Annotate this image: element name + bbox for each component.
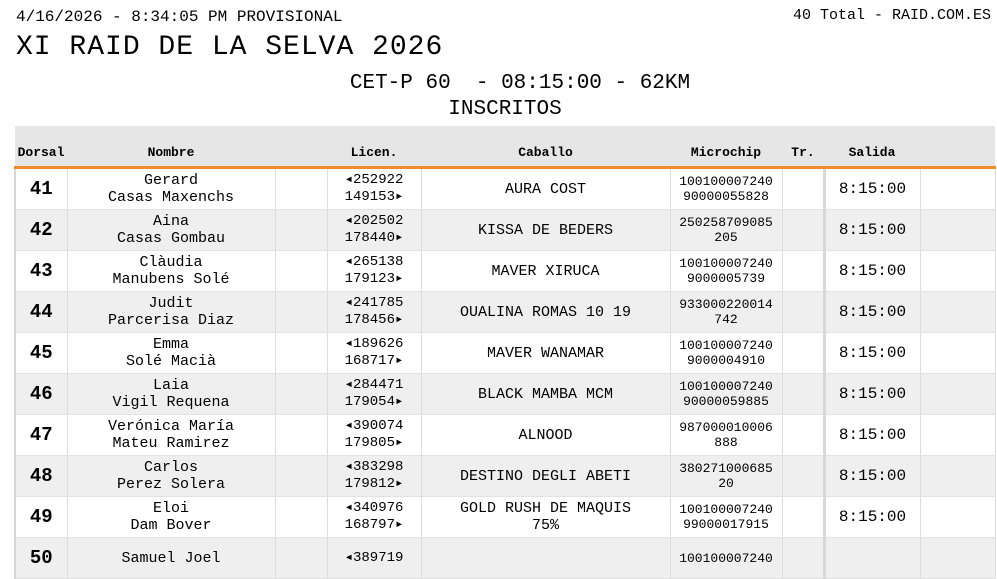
tr-cell	[782, 333, 824, 374]
dorsal-cell	[15, 292, 67, 333]
start-time-line: 8:15:00	[838, 179, 907, 198]
table-body	[15, 168, 995, 579]
start-time-line: 8:15:00	[838, 302, 907, 321]
rider-name-line: Emma	[152, 336, 189, 353]
rider-name-cell	[67, 538, 275, 579]
spacer-cell	[275, 210, 327, 251]
extra-cell	[920, 497, 995, 538]
spacer-cell	[275, 415, 327, 456]
license-line: ◂252922	[344, 172, 404, 188]
microchip-cell	[670, 333, 782, 374]
microchip-cell	[670, 538, 782, 579]
dorsal-cell	[15, 251, 67, 292]
rider-name-line: Casas Maxenchs	[107, 189, 235, 206]
license-line: 179812▸	[344, 476, 404, 492]
license-cell	[327, 210, 421, 251]
start-time-line: 8:15:00	[838, 220, 907, 239]
start-time-cell	[824, 374, 920, 415]
tr-cell	[782, 168, 824, 210]
spacer-cell	[275, 538, 327, 579]
tr-cell	[782, 497, 824, 538]
rider-name-cell	[67, 251, 275, 292]
tr-cell	[782, 210, 824, 251]
microchip-cell	[670, 210, 782, 251]
dorsal-line: 45	[29, 341, 53, 364]
tr-cell	[782, 292, 824, 333]
horse-cell	[421, 292, 670, 333]
column-header-salida: Salida	[824, 126, 920, 168]
license-cell	[327, 251, 421, 292]
dorsal-line: 49	[29, 505, 53, 528]
rider-name-line: Solé Macià	[125, 353, 216, 370]
start-time-cell	[824, 333, 920, 374]
microchip-line: 100100007240	[679, 174, 773, 189]
horse-line: DESTINO DEGLI ABETI	[459, 467, 632, 485]
report-timestamp: 4/16/2026 - 8:34:05 PM PROVISIONAL	[16, 8, 343, 26]
dorsal-cell	[15, 538, 67, 579]
table-row	[15, 168, 995, 210]
license-line: ◂383298	[344, 459, 404, 475]
extra-cell	[920, 456, 995, 497]
spacer-cell	[275, 168, 327, 210]
rider-name-line: Gerard	[143, 172, 198, 189]
rider-name-line: Perez Solera	[116, 476, 226, 493]
license-line: ◂390074	[344, 418, 404, 434]
start-time-line: 8:15:00	[838, 466, 907, 485]
horse-line: GOLD RUSH DE MAQUIS 75%	[459, 500, 632, 534]
microchip-cell	[670, 292, 782, 333]
horse-cell	[421, 210, 670, 251]
license-cell	[327, 168, 421, 210]
horse-cell	[421, 374, 670, 415]
license-line: 178456▸	[344, 312, 404, 328]
license-line: 179054▸	[344, 394, 404, 410]
horse-line: MAVER WANAMAR	[486, 344, 605, 362]
start-time-cell	[824, 292, 920, 333]
extra-cell	[920, 251, 995, 292]
license-cell	[327, 292, 421, 333]
entries-table	[14, 126, 996, 579]
license-line: ◂265138	[344, 254, 404, 270]
table-row	[15, 292, 995, 333]
table-row	[15, 374, 995, 415]
horse-cell	[421, 538, 670, 579]
rider-name-line: Carlos	[143, 459, 198, 476]
microchip-line: 90000055828	[683, 189, 769, 204]
horse-line: AURA COST	[504, 180, 586, 198]
horse-line: ALNOOD	[518, 426, 573, 444]
total-count: 40 Total - RAID.COM.ES	[792, 7, 991, 24]
microchip-line: 99000017915	[683, 517, 769, 532]
rider-name-line: Aina	[152, 213, 189, 230]
start-time-line: 8:15:00	[838, 261, 907, 280]
table-row	[15, 210, 995, 251]
microchip-line: 380271000685	[679, 461, 773, 476]
table-row	[15, 538, 995, 579]
dorsal-cell	[15, 497, 67, 538]
rider-name-cell	[67, 168, 275, 210]
spacer-cell	[275, 497, 327, 538]
microchip-cell	[670, 497, 782, 538]
dorsal-cell	[15, 210, 67, 251]
extra-cell	[920, 374, 995, 415]
extra-cell	[920, 333, 995, 374]
tr-cell	[782, 251, 824, 292]
extra-cell	[920, 292, 995, 333]
dorsal-cell	[15, 333, 67, 374]
start-time-cell	[824, 251, 920, 292]
microchip-line: 20	[718, 476, 734, 491]
horse-line: MAVER XIRUCA	[491, 262, 600, 280]
license-line: 179805▸	[344, 435, 404, 451]
microchip-cell	[670, 168, 782, 210]
microchip-line: 9000005739	[686, 271, 765, 286]
horse-line: KISSA DE BEDERS	[477, 221, 614, 239]
license-line: 168717▸	[344, 353, 404, 369]
start-time-line: 8:15:00	[838, 425, 907, 444]
microchip-line: 100100007240	[679, 379, 773, 394]
rider-name-line: Laia	[152, 377, 189, 394]
microchip-line: 9000004910	[686, 353, 765, 368]
horse-cell	[421, 251, 670, 292]
column-header-dorsal: Dorsal	[15, 126, 67, 168]
tr-cell	[782, 374, 824, 415]
dorsal-line: 48	[29, 464, 53, 487]
start-time-line: 8:15:00	[838, 384, 907, 403]
license-line: ◂340976	[344, 500, 404, 516]
license-cell	[327, 538, 421, 579]
table-row	[15, 251, 995, 292]
microchip-line: 100100007240	[679, 338, 773, 353]
horse-line: OUALINA ROMAS 10 19	[459, 303, 632, 321]
start-time-line: 8:15:00	[838, 507, 907, 526]
rider-name-cell	[67, 292, 275, 333]
rider-name-line: Verónica María	[107, 418, 235, 435]
column-header-tr: Tr.	[782, 126, 824, 168]
extra-cell	[920, 210, 995, 251]
microchip-cell	[670, 415, 782, 456]
license-cell	[327, 456, 421, 497]
license-line: 179123▸	[344, 271, 404, 287]
start-time-cell	[824, 538, 920, 579]
rider-name-cell	[67, 456, 275, 497]
microchip-line: 250258709085	[679, 215, 773, 230]
rider-name-cell	[67, 374, 275, 415]
microchip-cell	[670, 374, 782, 415]
rider-name-line: Mateu Ramirez	[112, 435, 230, 452]
rider-name-line: Casas Gombau	[116, 230, 226, 247]
horse-cell	[421, 497, 670, 538]
column-header-caballo: Caballo	[421, 126, 670, 168]
horse-cell	[421, 456, 670, 497]
microchip-line: 888	[714, 435, 738, 450]
start-time-cell	[824, 456, 920, 497]
horse-cell	[421, 168, 670, 210]
license-line: ◂241785	[344, 295, 404, 311]
license-line: ◂284471	[344, 377, 404, 393]
dorsal-line: 43	[29, 259, 53, 282]
rider-name-line: Clàudia	[139, 254, 203, 271]
spacer-cell	[275, 292, 327, 333]
start-time-cell	[824, 415, 920, 456]
start-time-cell	[824, 497, 920, 538]
microchip-cell	[670, 251, 782, 292]
dorsal-cell	[15, 168, 67, 210]
start-time-cell	[824, 210, 920, 251]
license-line: ◂202502	[344, 213, 404, 229]
microchip-line: 100100007240	[679, 502, 773, 517]
microchip-line: 90000059885	[683, 394, 769, 409]
rider-name-line: Samuel Joel	[121, 549, 221, 567]
column-header-licen: Licen.	[327, 126, 421, 168]
tr-cell	[782, 415, 824, 456]
dorsal-line: 50	[29, 546, 53, 569]
license-cell	[327, 374, 421, 415]
table-row	[15, 333, 995, 374]
start-time-line: 8:15:00	[838, 343, 907, 362]
extra-cell	[920, 168, 995, 210]
microchip-cell	[670, 456, 782, 497]
microchip-line: 987000010006	[679, 420, 773, 435]
spacer-cell	[275, 333, 327, 374]
rider-name-line: Judit	[148, 295, 194, 312]
rider-name-line: Dam Bover	[130, 517, 212, 534]
microchip-line: 933000220014	[679, 297, 773, 312]
horse-cell	[421, 415, 670, 456]
microchip-line: 100100007240	[679, 256, 773, 271]
event-title: XI RAID DE LA SELVA 2026	[16, 32, 444, 63]
dorsal-line: 44	[29, 300, 53, 323]
rider-name-line: Manubens Solé	[112, 271, 230, 288]
dorsal-line: 42	[29, 218, 53, 241]
spacer-cell	[275, 251, 327, 292]
rider-name-line: Eloi	[152, 500, 189, 517]
rider-name-cell	[67, 210, 275, 251]
dorsal-cell	[15, 456, 67, 497]
list-subtitle: INSCRITOS	[448, 98, 562, 121]
dorsal-line: 46	[29, 382, 53, 405]
license-line: ◂189626	[344, 336, 404, 352]
dorsal-line: 47	[29, 423, 53, 446]
table-header	[15, 126, 995, 168]
start-time-cell	[824, 168, 920, 210]
rider-name-cell	[67, 415, 275, 456]
license-line: ◂389719	[344, 549, 404, 566]
microchip-line: 205	[714, 230, 738, 245]
tr-cell	[782, 456, 824, 497]
rider-name-cell	[67, 333, 275, 374]
horse-cell	[421, 333, 670, 374]
rider-name-cell	[67, 497, 275, 538]
rider-name-line: Parcerisa Diaz	[107, 312, 235, 329]
tr-cell	[782, 538, 824, 579]
microchip-line: 100100007240	[679, 550, 773, 566]
microchip-line: 742	[714, 312, 738, 327]
license-cell	[327, 497, 421, 538]
column-header-nombre: Nombre	[67, 126, 275, 168]
spacer-cell	[275, 456, 327, 497]
spacer-cell	[275, 374, 327, 415]
rider-name-line: Vigil Requena	[112, 394, 230, 411]
column-header-extra	[920, 126, 995, 168]
dorsal-line: 41	[29, 177, 53, 200]
extra-cell	[920, 538, 995, 579]
table-row	[15, 497, 995, 538]
table-row	[15, 456, 995, 497]
extra-cell	[920, 415, 995, 456]
license-line: 149153▸	[344, 189, 404, 205]
license-line: 178440▸	[344, 230, 404, 246]
license-cell	[327, 415, 421, 456]
column-header-microchip: Microchip	[670, 126, 782, 168]
table-row	[15, 415, 995, 456]
license-line: 168797▸	[344, 517, 404, 533]
horse-line: BLACK MAMBA MCM	[477, 385, 614, 403]
entries-table-container	[14, 126, 994, 579]
dorsal-cell	[15, 374, 67, 415]
category-title: CET-P 60 - 08:15:00 - 62KM	[349, 72, 691, 95]
license-cell	[327, 333, 421, 374]
dorsal-cell	[15, 415, 67, 456]
column-header-spacer	[275, 126, 327, 168]
